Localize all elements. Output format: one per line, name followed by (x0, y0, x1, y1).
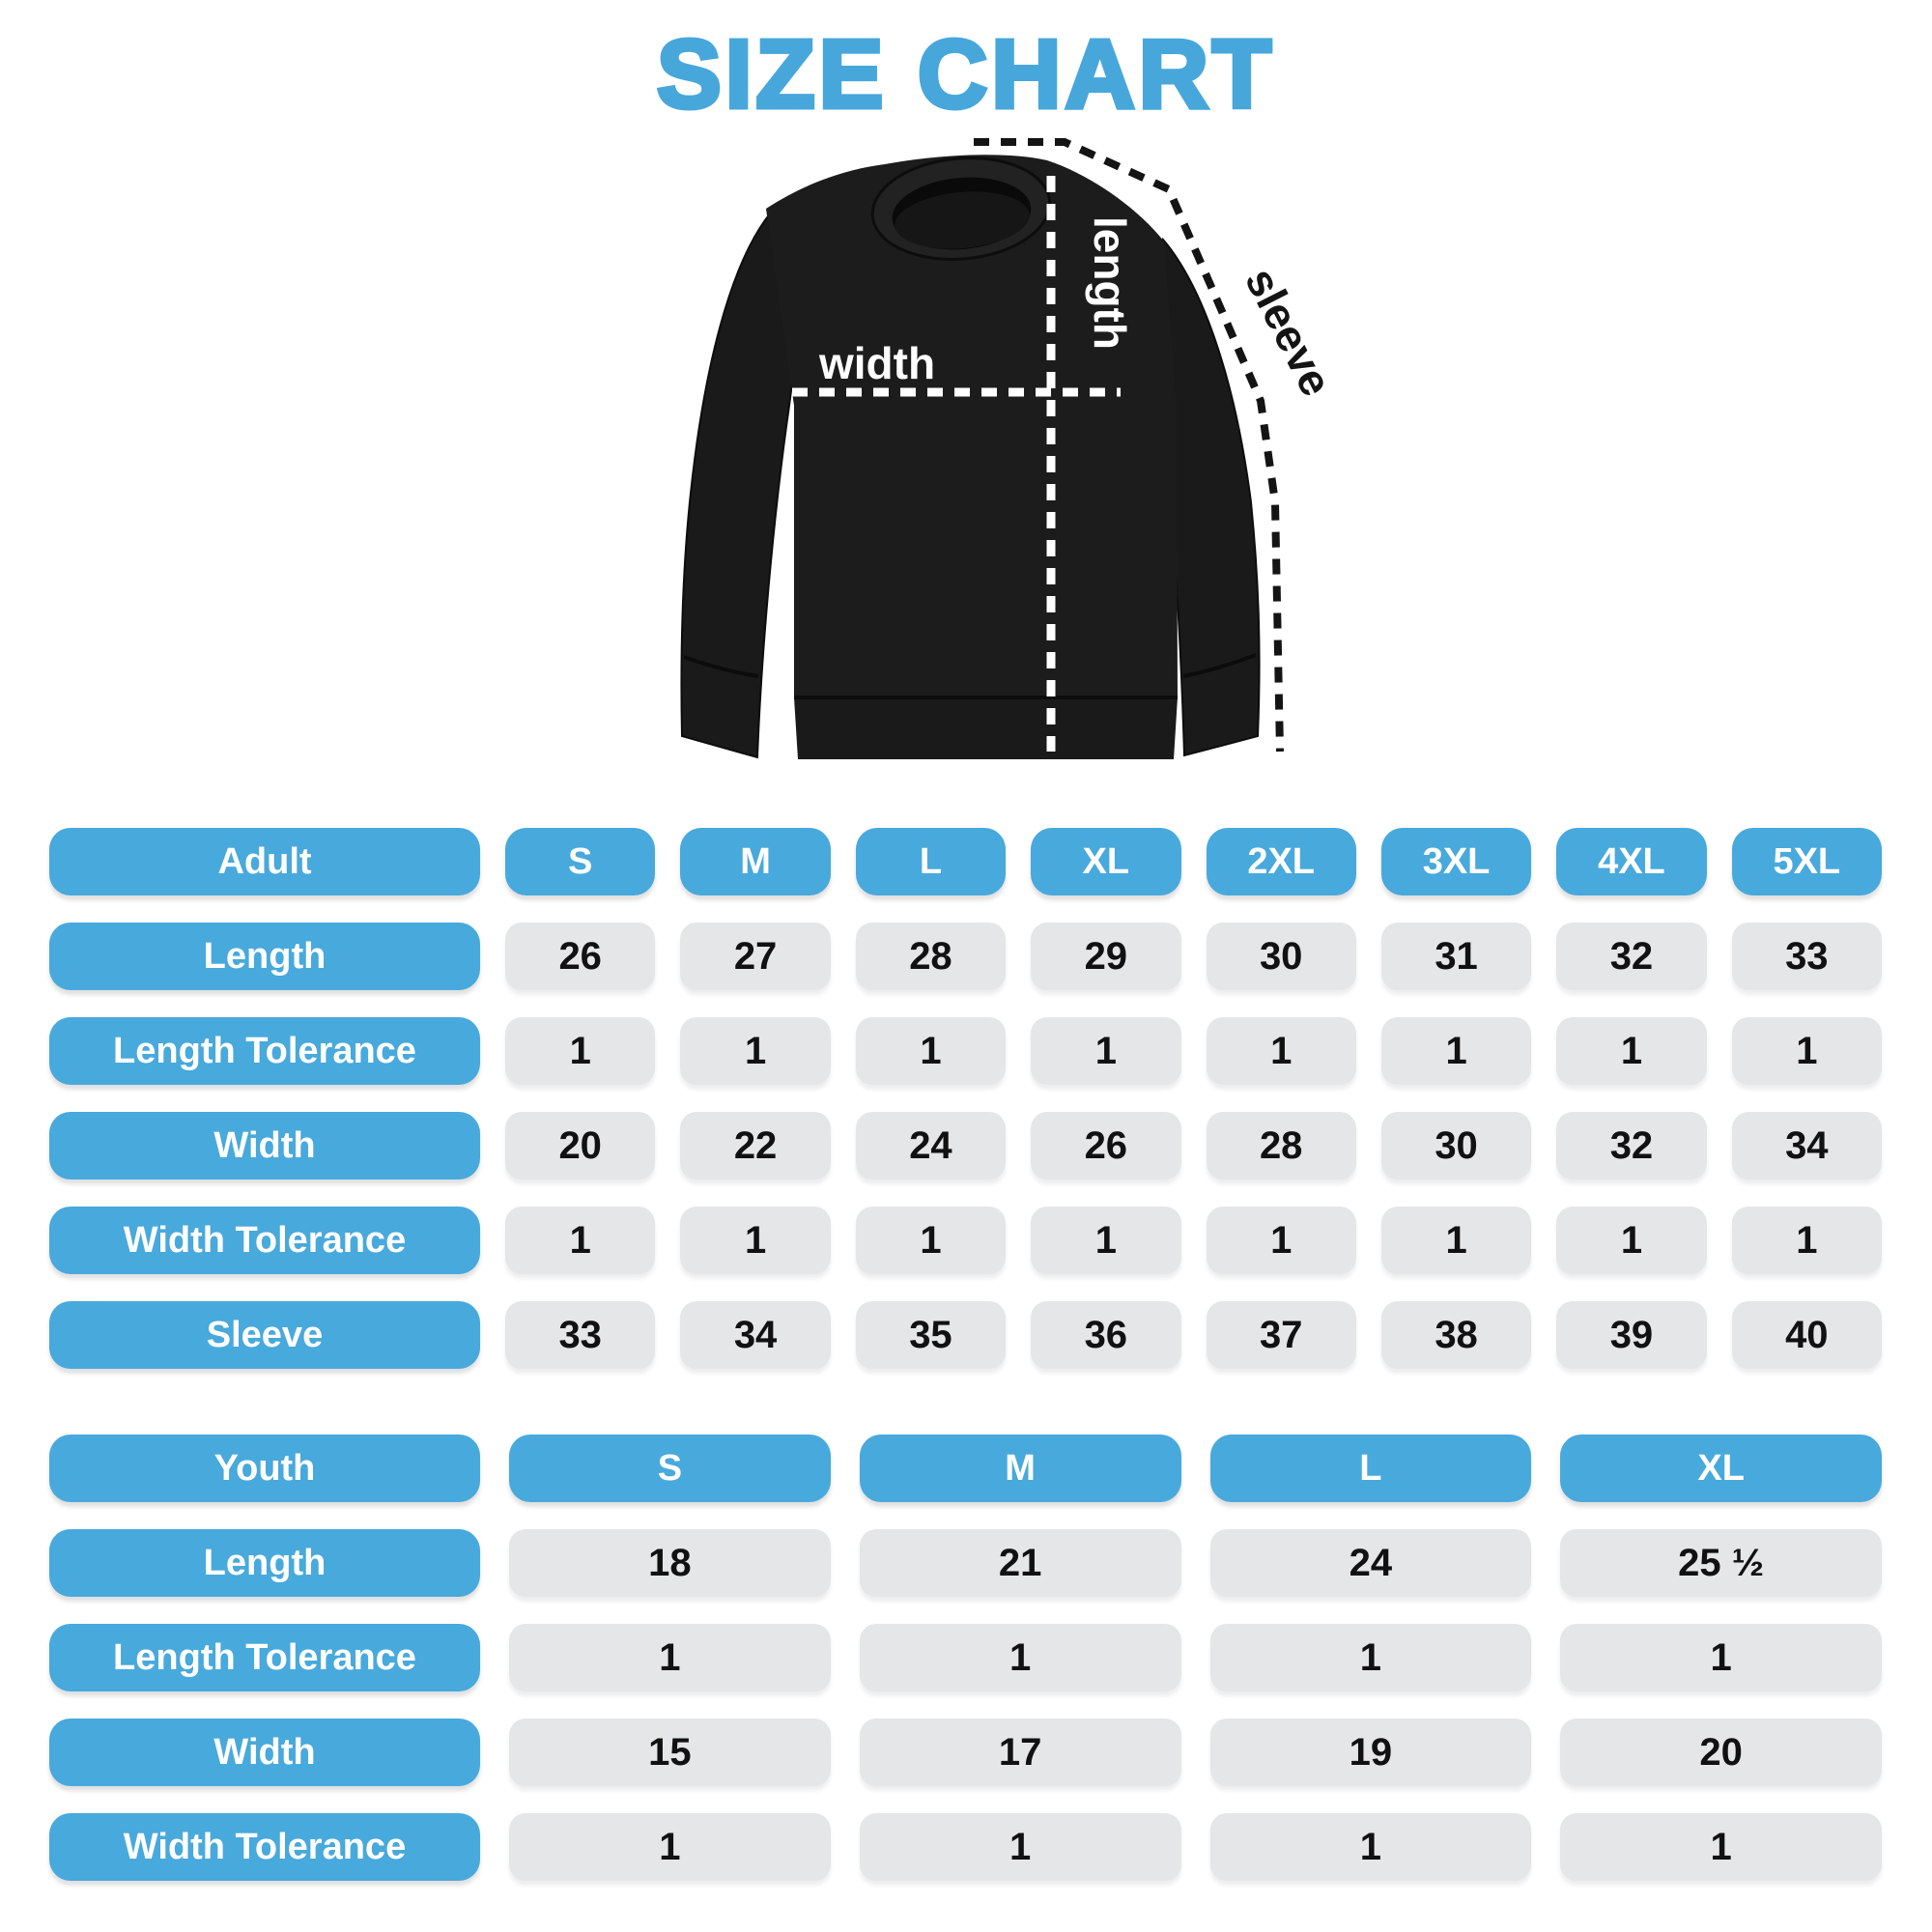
value-cell: 1 (1381, 1017, 1531, 1085)
value-cell: 39 (1556, 1301, 1706, 1369)
size-header-pill: XL (1560, 1435, 1882, 1502)
value-cell: 20 (505, 1112, 655, 1179)
value-cell: 24 (1210, 1529, 1532, 1597)
youth-table-row-width (49, 1719, 1882, 1786)
youth-size-table (49, 1435, 1882, 1908)
value-cell: 1 (1556, 1207, 1706, 1274)
size-header-pill: S (505, 828, 655, 895)
value-cell: 20 (1560, 1719, 1882, 1786)
page-title: SIZE CHART (657, 20, 1275, 128)
value-cell: 1 (680, 1017, 830, 1085)
value-cell: 31 (1381, 923, 1531, 990)
value-cell: 26 (505, 923, 655, 990)
value-cell: 1 (1381, 1207, 1531, 1274)
value-cell: 28 (856, 923, 1006, 990)
value-cell: 26 (1031, 1112, 1180, 1179)
value-cell: 1 (1732, 1017, 1882, 1085)
value-cell: 27 (680, 923, 830, 990)
youth-table-header-row (49, 1435, 1882, 1502)
value-cell: 1 (860, 1813, 1181, 1881)
sleeve-label: sleeve (1236, 259, 1343, 404)
value-cell: 38 (1381, 1301, 1531, 1369)
value-cell: 29 (1031, 923, 1180, 990)
row-label-pill: Width (49, 1719, 480, 1786)
value-cell: 33 (1732, 923, 1882, 990)
adult-table-header-row (49, 828, 1882, 895)
row-label-pill: Sleeve (49, 1301, 480, 1369)
sweatshirt-measurement-diagram (657, 116, 1352, 831)
value-cell: 34 (1732, 1112, 1882, 1179)
size-header-pill: M (860, 1435, 1181, 1502)
value-cell: 35 (856, 1301, 1006, 1369)
value-cell: 1 (1560, 1624, 1882, 1691)
value-cell: 1 (1207, 1207, 1356, 1274)
value-cell: 1 (1556, 1017, 1706, 1085)
value-cell: 1 (1207, 1017, 1356, 1085)
value-cell: 19 (1210, 1719, 1532, 1786)
value-cell: 1 (856, 1207, 1006, 1274)
row-label-pill: Width Tolerance (49, 1207, 480, 1274)
value-cell: 37 (1207, 1301, 1356, 1369)
value-cell: 1 (856, 1017, 1006, 1085)
value-cell: 22 (680, 1112, 830, 1179)
size-header-pill: 4XL (1556, 828, 1706, 895)
youth-table-row-length (49, 1529, 1882, 1597)
youth-table-row-width-tolerance (49, 1813, 1882, 1881)
value-cell: 1 (1031, 1207, 1180, 1274)
size-header-pill: S (509, 1435, 831, 1502)
size-header-pill: L (1210, 1435, 1532, 1502)
value-cell: 30 (1207, 923, 1356, 990)
value-cell: 15 (509, 1719, 831, 1786)
value-cell: 25 ½ (1560, 1529, 1882, 1597)
value-cell: 30 (1381, 1112, 1531, 1179)
adult-table-row-sleeve (49, 1301, 1882, 1369)
youth-table-row-length-tolerance (49, 1624, 1882, 1691)
value-cell: 18 (509, 1529, 831, 1597)
value-cell: 34 (680, 1301, 830, 1369)
row-label-pill: Width (49, 1112, 480, 1179)
adult-table-title-pill: Adult (49, 828, 480, 895)
value-cell: 1 (505, 1207, 655, 1274)
value-cell: 28 (1207, 1112, 1356, 1179)
size-header-pill: 3XL (1381, 828, 1531, 895)
value-cell: 36 (1031, 1301, 1180, 1369)
adult-table-row-width-tolerance (49, 1207, 1882, 1274)
adult-table-row-width (49, 1112, 1882, 1179)
size-header-pill: 2XL (1207, 828, 1356, 895)
row-label-pill: Length (49, 923, 480, 990)
value-cell: 21 (860, 1529, 1181, 1597)
value-cell: 1 (1210, 1624, 1532, 1691)
value-cell: 17 (860, 1719, 1181, 1786)
value-cell: 1 (1732, 1207, 1882, 1274)
value-cell: 33 (505, 1301, 655, 1369)
sweatshirt-illustration (657, 116, 1352, 831)
value-cell: 1 (1560, 1813, 1882, 1881)
value-cell: 1 (1031, 1017, 1180, 1085)
length-label: length (1085, 216, 1135, 350)
row-label-pill: Width Tolerance (49, 1813, 480, 1881)
value-cell: 32 (1556, 923, 1706, 990)
value-cell: 1 (509, 1624, 831, 1691)
value-cell: 1 (509, 1813, 831, 1881)
size-header-pill: XL (1031, 828, 1180, 895)
size-header-pill: L (856, 828, 1006, 895)
row-label-pill: Length Tolerance (49, 1624, 480, 1691)
size-header-pill: 5XL (1732, 828, 1882, 895)
adult-table-row-length-tolerance (49, 1017, 1882, 1085)
row-label-pill: Length Tolerance (49, 1017, 480, 1085)
adult-table-row-length (49, 923, 1882, 990)
value-cell: 1 (1210, 1813, 1532, 1881)
value-cell: 40 (1732, 1301, 1882, 1369)
row-label-pill: Length (49, 1529, 480, 1597)
adult-size-table (49, 828, 1882, 1396)
value-cell: 1 (505, 1017, 655, 1085)
width-label: width (819, 338, 936, 388)
value-cell: 1 (680, 1207, 830, 1274)
youth-table-title-pill: Youth (49, 1435, 480, 1502)
value-cell: 1 (860, 1624, 1181, 1691)
value-cell: 32 (1556, 1112, 1706, 1179)
size-header-pill: M (680, 828, 830, 895)
value-cell: 24 (856, 1112, 1006, 1179)
